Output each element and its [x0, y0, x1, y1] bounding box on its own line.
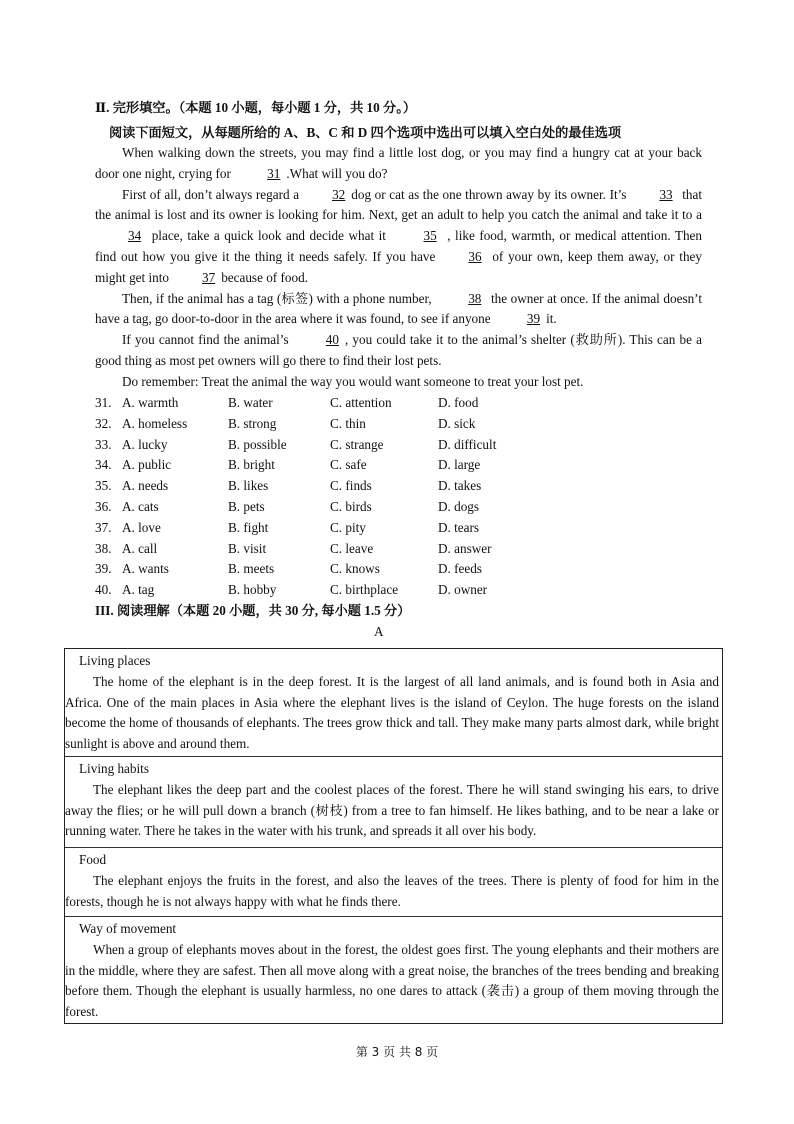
paragraph-1: When walking down the streets, you may find a little lost dog, or you may find a hungry cat at your back door one night, crying for 31 .What will you do? — [95, 143, 702, 185]
paragraph-4: If you cannot find the animal’s 40 , you could take it to the animal’s shelter (救助所). This can be a good thing as most pet owners will go there to find their lost pets. — [95, 332, 702, 368]
section-2-instruction: 阅读下面短文，从每题所给的 A、B、C 和 D 四个选项中选出可以填入空白处的最佳选项 — [109, 125, 622, 140]
blank-38: 38 — [468, 290, 482, 306]
blank-37: 37 — [202, 269, 216, 285]
row-text: When a group of elephants moves about in the forest, the oldest goes first. The young elephants and their mothers are in the middle, where they are safest. Then all move along with a great noise, the branches of the trees bending and breaking before them. Though the elephant is usually harmless, no one dares to attack (袭击) a group of them moving through the forest. — [65, 941, 719, 1020]
row-text: The home of the elephant is in the deep forest. It is the largest of all land animals, and is found both in Asia and Africa. One of the main places in Asia where the elephant lives is the island of Ceylon. The huge forests on the island become the home of thousands of elephants. The trees grow thick and tall. They make many parts almost dark, while bright sunlight is above and around them. — [65, 673, 719, 752]
section-3-heading: III. 阅读理解（本题 20 小题，共 30 分, 每小题 1.5 分） — [95, 603, 411, 618]
table-row-food — [65, 848, 723, 917]
table-row-living-habits — [65, 757, 723, 848]
blank-40: 40 — [325, 332, 339, 348]
paragraph-2: First of all, don’t always regard a 32 dog or cat as the one thrown away by its owner. It’s 33 that the animal is lost and its owner is looking for him. Next, get an adult to help you catch the animal and take it to a 34 place, take a quick look and decide what it 35 , like food, warmth, or medical attention. Then find out how you give it the thing it needs safely. If you have 36 of your own, keep them away, or they might get into 37 because of food. — [95, 185, 702, 289]
cloze-passage — [95, 143, 702, 393]
table-row-way-of-movement — [65, 917, 723, 1023]
row-text: The elephant enjoys the fruits in the forest, and also the leaves of the trees. There is plenty of food for him in the forests, though he is not always happy with what he finds there. — [65, 872, 719, 909]
blank-33: 33 — [659, 186, 673, 202]
option-row-32: 32. A. homeless B. strong C. thin D. sick — [95, 415, 476, 431]
row-title: Way of movement — [79, 921, 177, 936]
option-row-37: 37. A. love B. fight C. pity D. tears — [95, 519, 480, 535]
option-row-40: 40. A. tag B. hobby C. birthplace D. owner — [95, 582, 488, 598]
row-title: Food — [79, 852, 107, 867]
blank-31: 31 — [267, 165, 281, 181]
option-row-31: 31. A. warmth B. water C. attention D. food — [95, 395, 479, 410]
blank-34: 34 — [128, 228, 142, 244]
option-row-36: 36. A. cats B. pets C. birds D. dogs — [95, 498, 480, 514]
page-number: 第 3 页 共 8 页 — [355, 1045, 439, 1059]
paragraph-3: Then, if the animal has a tag (标签) with a phone number, 38 the owner at once. If the animal doesn’t have a tag, go door-to-door in the area where it was found, to see if anyone 39 it. — [95, 289, 702, 331]
part-a-label: A — [374, 624, 384, 639]
table-row-living-places — [65, 649, 723, 757]
option-row-35: 35. A. needs B. likes C. finds D. takes — [95, 478, 482, 494]
table-right-border — [722, 648, 723, 1024]
blank-35: 35 — [423, 228, 437, 244]
reading-table — [64, 648, 723, 1024]
blank-32: 32 — [332, 186, 346, 202]
row-title: Living habits — [79, 761, 149, 776]
row-text: The elephant likes the deep part and the coolest places of the forest. There he will stand swinging his ears, to drive away the flies; or he will pull down a branch (树枝) from a tree to fan himself. He likes bathing, and to be near a lake or running water. There he takes in the water with his trunk, and spreads it all over his body. — [65, 781, 719, 839]
blank-39: 39 — [526, 311, 541, 327]
blank-36: 36 — [468, 248, 482, 264]
row-title: Living places — [79, 653, 151, 668]
option-row-38: 38. A. call B. visit C. leave D. answer — [95, 540, 492, 556]
paragraph-5: Do remember: Treat the animal the way you would want someone to treat your lost pet. — [122, 373, 584, 389]
option-row-33: 33. A. lucky B. possible C. strange D. difficult — [95, 436, 497, 452]
option-row-39: 39. A. wants B. meets C. knows D. feeds — [95, 561, 482, 577]
option-row-34: 34. A. public B. bright C. safe D. large — [95, 457, 481, 473]
answer-options — [95, 393, 615, 601]
section-2-heading: Ⅱ. 完形填空。（本题 10 小题，每小题 1 分，共 10 分。） — [95, 100, 417, 115]
